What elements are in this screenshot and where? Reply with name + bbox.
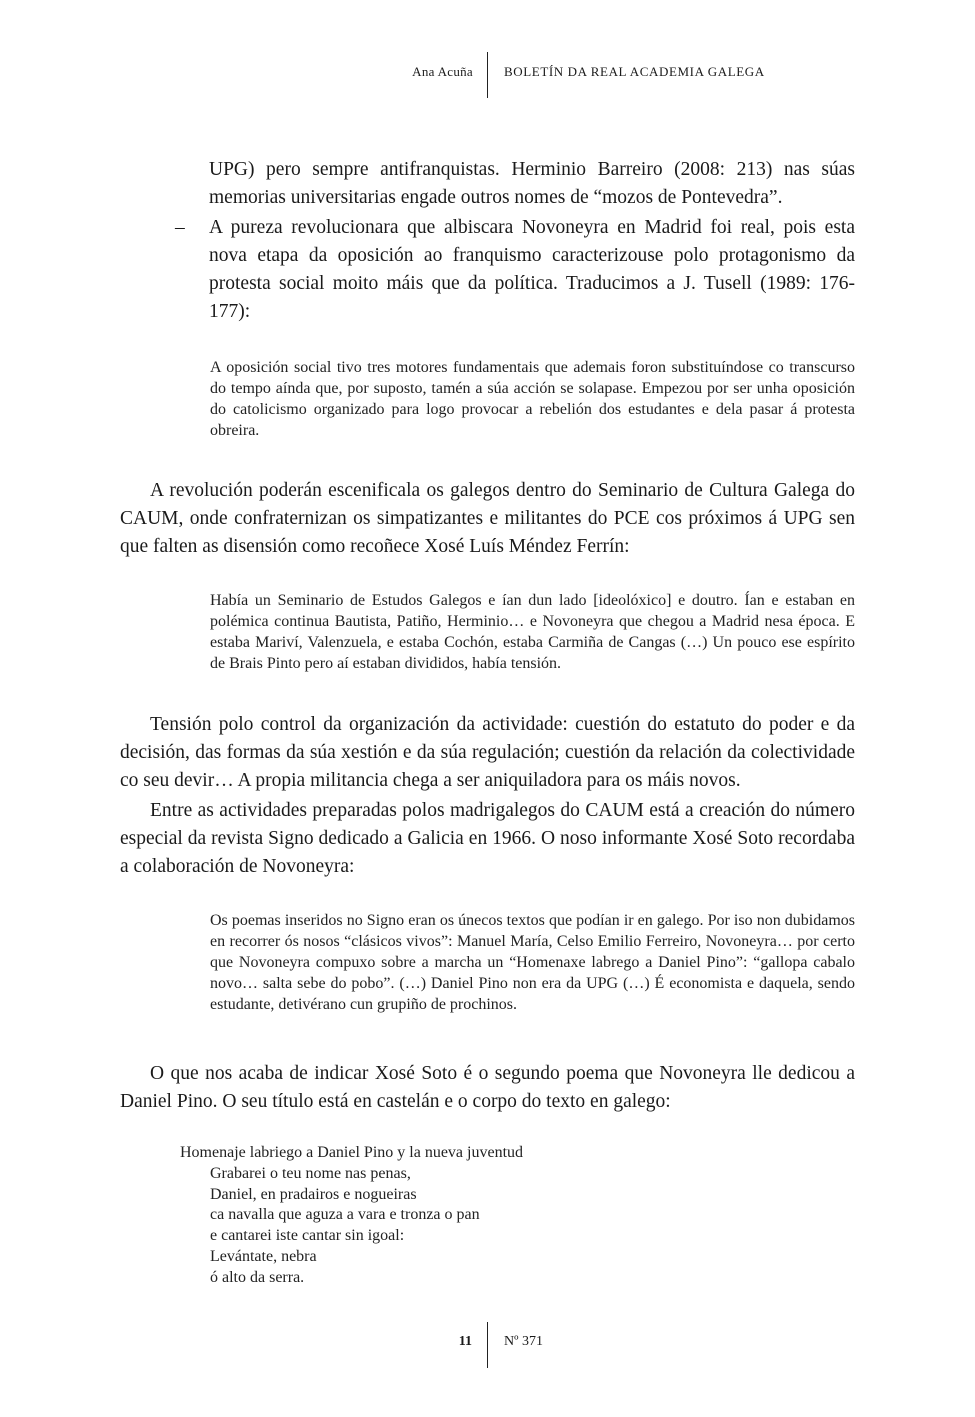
- paragraph-signo: [120, 797, 855, 881]
- bullet-item-text: A pureza revolucionara que albiscara Novoneyra en Madrid foi real, pois esta nova etapa da oposición ao franquismo caracterizouse polo protagonismo da protesta social moito máis que da política. Traducimos a J. Tusell (1989: 176-177):: [209, 217, 855, 322]
- block-quote-text: A oposición social tivo tres motores fundamentais que ademais foron substituíndose co transcurso do tempo aínda que, por suposto, tamén a súa acción se solapase. Empezou por ser unha oposición do catolicismo organizado para logo provocar a rebelión dos estudantes e dela pasar á protesta obreira.: [210, 359, 855, 439]
- block-quote-text: Os poemas inseridos no Signo eran os únecos textos que podían ir en galego. Por iso non dubidamos en recorrer ós nosos “clásicos vivos”: Manuel María, Celso Emilio Ferreiro, Novoneyra… por certo que Novoneyra compuxo sobre a marcha un “Homenaxe labrego a Daniel Pino”: “gallopa cabalo novo… salta sebe do pobo”. (…) Daniel Pino non era da UPG (…) É economista e daquela, sendo estudante, detivérano cun grupiño de prochinos.: [210, 912, 855, 1013]
- poem-line: Levántate, nebra: [210, 1247, 317, 1265]
- issue-number: Nº 371: [504, 1334, 543, 1349]
- block-quote-tusell: [210, 357, 855, 441]
- continued-list-item: [209, 156, 855, 212]
- dash-bullet-icon: –: [175, 217, 185, 238]
- block-quote-text: Había un Seminario de Estudos Galegos e ían dun lado [ideolóxico] e doutro. Ían e estaban en polémica continua Bautista, Patiño, Herminio… e Novoneyra que chegou a Madrid nesa época. E estaba Mariví, Valenzuela, e estaba Cochón, estaba Carmiña de Cangas (…) Un pouco ese espírito de Brais Pinto pero aí estaban divididos, había tensión.: [210, 592, 855, 672]
- header-journal-title: BOLETÍN DA REAL ACADEMIA GALEGA: [504, 64, 765, 79]
- poem-title: Homenaje labriego a Daniel Pino y la nueva juventud: [180, 1144, 524, 1161]
- poem-line: Grabarei o teu nome nas penas,: [210, 1164, 411, 1182]
- poem-line: e cantarei iste cantar sin igoal:: [210, 1227, 405, 1245]
- paragraph-revolucion: [120, 477, 855, 561]
- paragraph-tension: [120, 711, 855, 795]
- bullet-list-item: [175, 214, 855, 326]
- paragraph-text: O que nos acaba de indicar Xosé Soto é o segundo poema que Novoneyra lle dedicou a Daniel Pino. O seu título está en castelán e o corpo do texto en galego:: [120, 1063, 855, 1112]
- paragraph-text: A revolución poderán escenificala os galegos dentro do Seminario de Cultura Galega do CAUM, onde confraternizan os simpatizantes e militantes do PCE cos próximos á UPG sen que falten as disensión como recoñece Xosé Luís Méndez Ferrín:: [120, 480, 855, 557]
- poem-line: Daniel, en pradairos e nogueiras: [210, 1185, 417, 1203]
- page-number: 11: [458, 1334, 472, 1349]
- paragraph-poema: [120, 1060, 855, 1116]
- block-quote-soto: [210, 910, 855, 1015]
- paragraph-text: Tensión polo control da organización da actividade: cuestión do estatuto do poder e da decisión, das formas da súa xestión e da súa regulación; cuestión da relación da colectividade co seu devir… A propia militancia chega a ser aniquiladora para os máis novos.: [120, 714, 855, 791]
- running-header: [0, 52, 975, 98]
- poem-line: ó alto da serra.: [210, 1268, 305, 1286]
- continued-list-item-text: UPG) pero sempre antifranquistas. Herminio Barreiro (2008: 213) nas súas memorias universitarias engade outros nomes de “mozos de Pontevedra”.: [209, 159, 855, 208]
- poem-line: ca navalla que aguza a vara e tronza o pan: [210, 1206, 480, 1224]
- block-quote-ferrin: [210, 590, 855, 674]
- running-footer: [0, 1322, 975, 1368]
- paragraph-text: Entre as actividades preparadas polos madrigalegos do CAUM está a creación do número especial da revista Signo dedicado a Galicia en 1966. O noso informante Xosé Soto recordaba a colaboración de Novoneyra:: [120, 800, 855, 877]
- header-divider: [487, 52, 488, 98]
- footer-divider: [487, 1322, 488, 1368]
- poem-block: [180, 1143, 523, 1289]
- header-author: Ana Acuña: [412, 64, 473, 79]
